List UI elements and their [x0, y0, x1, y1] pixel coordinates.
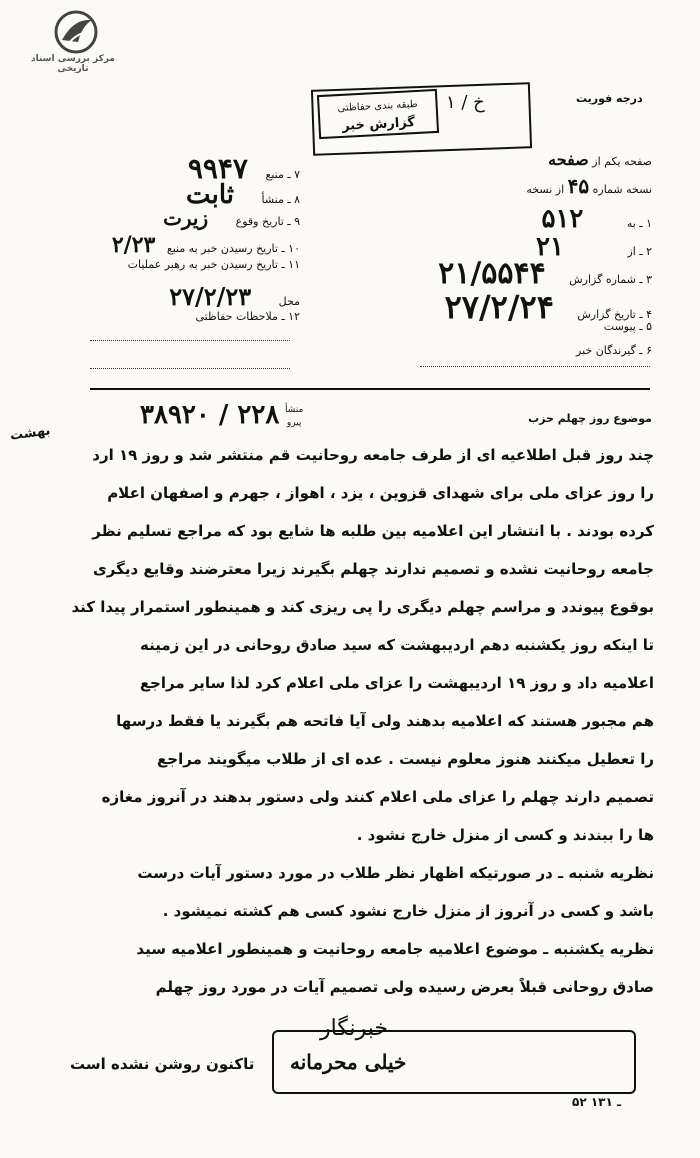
- body-line: جامعه روحانیت نشده و تصمیم ندارند چهلم بگیرند زیرا معترضند وقایع دیگری: [93, 560, 654, 578]
- field-event-date-value: زیرت: [163, 206, 209, 230]
- body-line: نظریه شنبه ـ در صورتیکه اظهار نظر طلاب در مورد دستور آیات درست: [137, 864, 654, 882]
- field-received-by-source: ۱۰ ـ تاریخ رسیدن خبر به منبع ۲/۲۳: [111, 232, 300, 258]
- copy-label: نسخه شماره: [592, 183, 652, 196]
- body-line: چند روز قبل اطلاعیه ای از طرف جامعه روحانیت قم منتشر شد و روز ۱۹ ارد: [92, 446, 654, 464]
- page-value: صفحه: [548, 150, 589, 169]
- subject-meta: منشأ پیرو: [285, 405, 304, 428]
- body-line: نظریه یکشنبه ـ موضوع اعلامیه جامعه روحانیت و همینطور اعلامیه سید: [136, 940, 654, 958]
- field-security-notes: ۱۲ ـ ملاحظات حفاظتی: [195, 310, 300, 323]
- field-report-date: ۴ ـ تاریخ گزارش ۲۷/۲/۲۴: [444, 288, 652, 326]
- copy-of-label: از: [555, 183, 565, 196]
- subject-label: موضوع روز چهلم حزب: [528, 412, 652, 425]
- body-line: هم مجبور هستند که اعلامیه بدهند ولی آیا فاتحه هم بگیرند یا فقط درسها: [116, 712, 654, 730]
- margin-note: بهشت: [9, 423, 52, 444]
- divider-dotted: [420, 366, 650, 367]
- body-line: تا اینکه روز یکشنبه دهم اردیبهشت که سید صادق روحانی در این زمینه: [139, 636, 654, 654]
- field-origin: ۸ ـ منشأ ثابت: [186, 180, 300, 210]
- body-line: را روز عزای ملی برای شهدای قزوین ، یزد ، اهواز ، جهرم و اصفهان اعلام: [107, 484, 654, 502]
- footer-closing: تاکنون روشن نشده است: [70, 1055, 255, 1073]
- body-line: صادق روحانی قبلاً بعرض رسیده ولی تصمیم آیات در مورد روز چهلم: [155, 978, 654, 996]
- field-received-by-source-value: ۲/۲۳: [111, 232, 156, 258]
- divider-dotted: [90, 368, 290, 369]
- classification-line: گزارش خبر: [341, 115, 416, 134]
- footer-signature: خبرنگار: [320, 1016, 388, 1041]
- body-line: باشد و کسی در آنروز از منزل خارج نشود کسی هم کشته نمیشود .: [162, 902, 654, 920]
- field-report-date-value: ۲۷/۲/۲۴: [444, 288, 554, 326]
- body-line: کرده بودند . با انتشار این اعلامیه بین طلبه ها شایع بود که مراجع تسلیم نظر: [92, 522, 654, 540]
- archive-logo: [14, 10, 132, 80]
- urgency-label: درجه فوریت: [576, 92, 643, 105]
- copy-of-value: نسخه: [526, 183, 553, 196]
- field-location: محل ۲۷/۲/۲۳: [169, 282, 300, 311]
- field-received-by-lead: ۱۱ ـ تاریخ رسیدن خبر به رهبر عملیات: [127, 258, 300, 271]
- header-rule: [90, 388, 650, 390]
- footer-number: ۵۲ ـ ۱۳۱: [572, 1095, 622, 1109]
- field-to-value: ۵۱۲: [541, 204, 584, 234]
- field-location-value: ۲۷/۲/۲۳: [169, 282, 252, 311]
- footer-stamp: خیلی محرمانه: [290, 1050, 407, 1074]
- copy-row: [526, 174, 652, 198]
- divider-dotted: [90, 340, 290, 341]
- body-line: اعلامیه داد و روز ۱۹ اردیبهشت را عزای ملی اعلام کرد لذا سایر مراجع: [139, 674, 654, 692]
- classification-number: خ / ۱: [446, 92, 485, 113]
- field-source-value: ۹۹۴۷: [187, 152, 248, 185]
- field-report-number-value: ۲۱/۵۵۴۴: [438, 256, 546, 291]
- classification-stamp: [317, 89, 439, 139]
- body-line: ها را ببندند و کسی از منزل خارج نشود .: [356, 826, 654, 844]
- field-attachment: ۵ ـ پیوست: [603, 320, 652, 333]
- page-row: [548, 150, 652, 169]
- field-from-value: ۲۱: [536, 232, 564, 262]
- page-label: صفحه یکم از: [592, 155, 652, 168]
- field-origin-value: ثابت: [186, 180, 234, 210]
- logo-text: مرکز بررسی اسناد تاریخی: [31, 54, 115, 74]
- body-line: تصمیم دارند چهلم را عزای ملی اعلام کنند ولی دستور بدهند در آنروز مغازه: [101, 788, 654, 806]
- archive-logo-icon: [48, 10, 104, 54]
- field-to: ۱ ـ به ۵۱۲: [541, 204, 652, 234]
- body-line: بوقوع پیوندد و مراسم چهلم دیگری را پی ریزی کند و همینطور استمرار پیدا کند: [71, 598, 654, 616]
- field-source: ۷ ـ منبع ۹۹۴۷: [187, 152, 300, 185]
- field-report-number: ۳ ـ شماره گزارش ۲۱/۵۵۴۴: [438, 256, 652, 291]
- subject-handwritten: ۳۸۹۲۰ / ۲۲۸: [140, 400, 280, 430]
- field-from: ۲ ـ از ۲۱: [536, 232, 652, 262]
- body-line: را تعطیل میکنند هنوز معلوم نیست . عده ای از طلاب میگویند مراجع: [157, 750, 654, 768]
- field-event-date: ۹ ـ تاریخ وقوع زیرت: [163, 206, 300, 230]
- field-recipients: ۶ ـ گیرندگان خبر: [576, 344, 652, 357]
- copy-value: ۴۵: [567, 174, 590, 198]
- classification-line: طبقه بندی حفاظتی: [337, 98, 418, 115]
